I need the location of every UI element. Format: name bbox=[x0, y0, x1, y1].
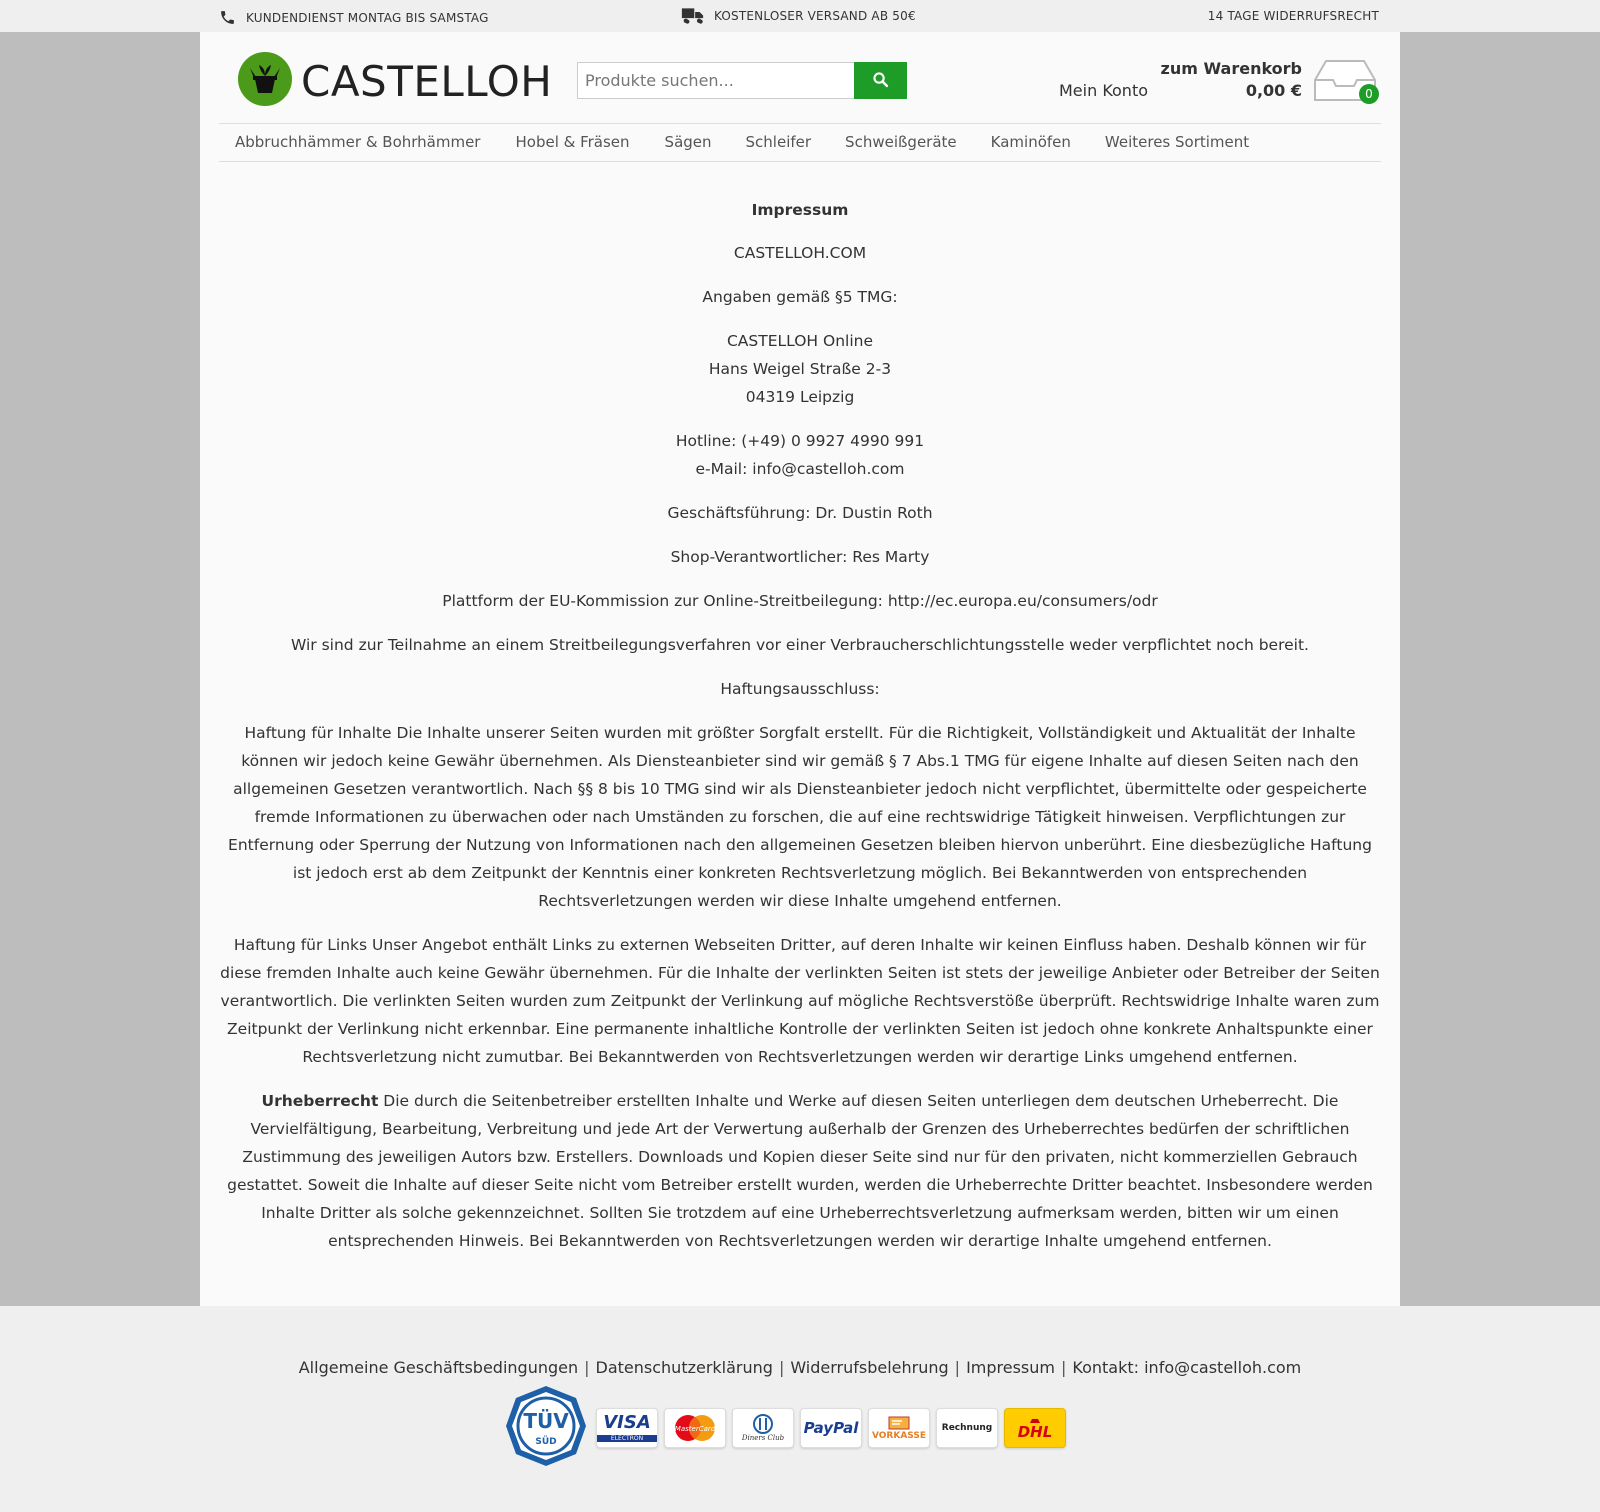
service-text: KUNDENDIENST MONTAG BIS SAMSTAG bbox=[246, 10, 489, 25]
nav-item-kaminoefen[interactable]: Kaminöfen bbox=[990, 133, 1071, 151]
shipping-text: KOSTENLOSER VERSAND AB 50€ bbox=[714, 8, 916, 23]
footer-links bbox=[0, 1358, 1600, 1377]
cart-total: 0,00 € bbox=[1245, 81, 1302, 100]
dispute-notice: Wir sind zur Teilnahme an einem Streitbeilegungsverfahren vor einer Verbraucherschlichtungsstelle weder verpflichtet noch bereit. bbox=[291, 636, 1309, 654]
hotline: Hotline: (+49) 0 9927 4990 991 bbox=[675, 432, 925, 450]
footer-link-widerruf[interactable]: Widerrufsbelehrung bbox=[790, 1358, 949, 1377]
city: 04319 Leipzig bbox=[745, 388, 855, 406]
payment-badges bbox=[504, 1386, 1072, 1470]
street: Hans Weigel Straße 2-3 bbox=[708, 360, 892, 378]
cart-count-badge: 0 bbox=[1359, 84, 1379, 104]
service-info bbox=[219, 9, 489, 26]
nav-item-abbruchhaemmer[interactable]: Abbruchhämmer & Bohrhämmer bbox=[235, 133, 481, 151]
svg-text:MasterCard: MasterCard bbox=[674, 1425, 716, 1433]
address-block bbox=[219, 327, 1381, 411]
paypal-badge: PayPal bbox=[800, 1408, 862, 1448]
svg-text:SÜD: SÜD bbox=[535, 1437, 557, 1447]
site-logo[interactable] bbox=[238, 52, 552, 110]
logo-text: CASTELLOH bbox=[301, 56, 553, 106]
returns-text: 14 TAGE WIDERRUFSRECHT bbox=[1207, 9, 1379, 23]
my-account-link[interactable]: Mein Konto bbox=[1059, 81, 1149, 100]
copyright-text: Die durch die Seitenbetreiber erstellten Inhalte und Werke auf diesen Seiten unterliegen dem deutschen Urheberrecht. Die Vervielfältigung, Bearbeitung, Verbreitung und jede Art der Verwertung außerhalb der Grenzen des Urheberrechtes bedürfen der schriftlichen Zustimmung des jeweiligen Autors bzw. Erstellers. Downloads und Kopien dieser Seite sind nur für den privaten, nicht kommerziellen Gebrauch gestattet. Soweit die Inhalte auf dieser Seite nicht vom Betreiber erstellt wurden, werden die Urheberrechte Dritter beachtet. Insbesondere werden Inhalte Dritter als solche gekennzeichnet. Sollten Sie trotzdem auf eine Urheberrechtsverletzung aufmerksam werden, bitten wir um einen entsprechenden Hinweis. Bei Bekanntwerden von Rechtsverletzungen werden wir derartige Inhalte umgehend entfernen. bbox=[227, 1092, 1373, 1250]
svg-text:TÜV: TÜV bbox=[523, 1409, 569, 1433]
mastercard-badge bbox=[664, 1408, 726, 1448]
copyright-paragraph bbox=[219, 1087, 1381, 1255]
cart-label: zum Warenkorb bbox=[1160, 59, 1302, 78]
visa-badge: VISA ELECTRON bbox=[596, 1408, 658, 1448]
contact-block bbox=[219, 427, 1381, 483]
copyright-heading: Urheberrecht bbox=[261, 1092, 379, 1110]
nav-item-weiteres[interactable]: Weiteres Sortiment bbox=[1104, 133, 1250, 151]
page-container bbox=[200, 32, 1400, 1306]
footer-link-kontakt[interactable]: Kontakt: info@castelloh.com bbox=[1072, 1358, 1302, 1377]
liability-content-paragraph: Haftung für Inhalte Die Inhalte unserer Seiten wurden mit größter Sorgfalt erstellt. Für die Richtigkeit, Vollständigkeit und Aktualität der Inhalte können wir jedoch keine Gewähr übernehmen. Als Diensteanbieter sind wir gemäß § 7 Abs.1 TMG für eigene Inhalte auf diesen Seiten nach den allgemeinen Gesetzen verantwortlich. Nach §§ 8 bis 10 TMG sind wir als Diensteanbieter jedoch nicht verpflichtet, übermittelte oder gespeicherte fremde Informationen zu überwachen oder nach Umständen zu forschen, die auf eine rechtswidrige Tätigkeit hinweisen. Verpflichtungen zur Entfernung oder Sperrung der Nutzung von Informationen nach den allgemeinen Gesetzen bleiben hiervon unberührt. Eine diesbezügliche Haftung ist jedoch erst ab dem Zeitpunkt der Kenntnis einer konkreten Rechtsverletzung möglich. Bei Bekanntwerden von entsprechenden Rechtsverletzungen werden wir diese Inhalte umgehend entfernen. bbox=[228, 724, 1372, 910]
footer bbox=[0, 1306, 1600, 1512]
main-navigation bbox=[219, 123, 1381, 162]
nav-item-schweissgeraete[interactable]: Schweißgeräte bbox=[845, 133, 957, 151]
vorkasse-badge: VORKASSE bbox=[868, 1408, 930, 1448]
search-button[interactable] bbox=[854, 62, 907, 99]
email: e-Mail: info@castelloh.com bbox=[695, 460, 905, 478]
footer-link-impressum[interactable]: Impressum bbox=[966, 1358, 1055, 1377]
nav-item-schleifer[interactable]: Schleifer bbox=[745, 133, 812, 151]
logo-plant-icon bbox=[238, 52, 292, 110]
footer-separator: | bbox=[1061, 1358, 1067, 1377]
management: Geschäftsführung: Dr. Dustin Roth bbox=[667, 504, 933, 522]
shop-owner: Shop-Verantwortlicher: Res Marty bbox=[670, 548, 930, 566]
page-title: Impressum bbox=[751, 201, 849, 219]
footer-link-agb[interactable]: Allgemeine Geschäftsbedingungen bbox=[298, 1358, 579, 1377]
rechnung-badge: Rechnung bbox=[936, 1408, 998, 1448]
phone-icon bbox=[219, 9, 236, 26]
truck-icon bbox=[681, 6, 704, 25]
impressum-content bbox=[219, 196, 1381, 1271]
disclaimer-heading: Haftungsausschluss: bbox=[720, 680, 880, 698]
footer-separator: | bbox=[954, 1358, 961, 1377]
dhl-badge: DHL bbox=[1004, 1408, 1066, 1448]
search-form bbox=[577, 62, 907, 99]
liability-links-paragraph: Haftung für Links Unser Angebot enthält Links zu externen Webseiten Dritter, auf deren Inhalte wir keinen Einfluss haben. Deshalb können wir für diese fremden Inhalte auch keine Gewähr übernehmen. Für die Inhalte der verlinkten Seiten ist stets der jeweilige Anbieter oder Betreiber der Seiten verantwortlich. Die verlinkten Seiten wurden zum Zeitpunkt der Verlinkung auf mögliche Rechtsverstöße überprüft. Rechtswidrige Inhalte waren zum Zeitpunkt der Verlinkung nicht erkennbar. Eine permanente inhaltliche Kontrolle der verlinkten Seiten ist jedoch ohne konkrete Anhaltspunkte einer Rechtsverletzung nicht zumutbar. Bei Bekanntwerden von Rechtsverletzungen werden wir derartige Links umgehend entfernen. bbox=[220, 936, 1380, 1066]
returns-info bbox=[1208, 9, 1379, 23]
eu-platform: Plattform der EU-Kommission zur Online-Streitbeilegung: http://ec.europa.eu/consumers/odr bbox=[442, 592, 1158, 610]
nav-item-hobel[interactable]: Hobel & Fräsen bbox=[515, 133, 630, 151]
footer-link-datenschutz[interactable]: Datenschutzerklärung bbox=[595, 1358, 773, 1377]
tuv-sued-badge bbox=[504, 1384, 588, 1472]
top-info-bar bbox=[0, 0, 1600, 32]
shipping-info bbox=[681, 6, 916, 25]
cart-summary[interactable] bbox=[1161, 58, 1303, 102]
footer-separator: | bbox=[584, 1358, 590, 1377]
footer-separator: | bbox=[778, 1358, 785, 1377]
nav-item-saegen[interactable]: Sägen bbox=[664, 133, 712, 151]
site-name: CASTELLOH.COM bbox=[733, 244, 867, 262]
diners-club-badge: Diners Club bbox=[732, 1408, 794, 1448]
search-input[interactable] bbox=[577, 62, 854, 99]
tmg-heading: Angaben gemäß §5 TMG: bbox=[702, 288, 898, 306]
company-name: CASTELLOH Online bbox=[726, 332, 874, 350]
search-icon bbox=[872, 71, 889, 91]
